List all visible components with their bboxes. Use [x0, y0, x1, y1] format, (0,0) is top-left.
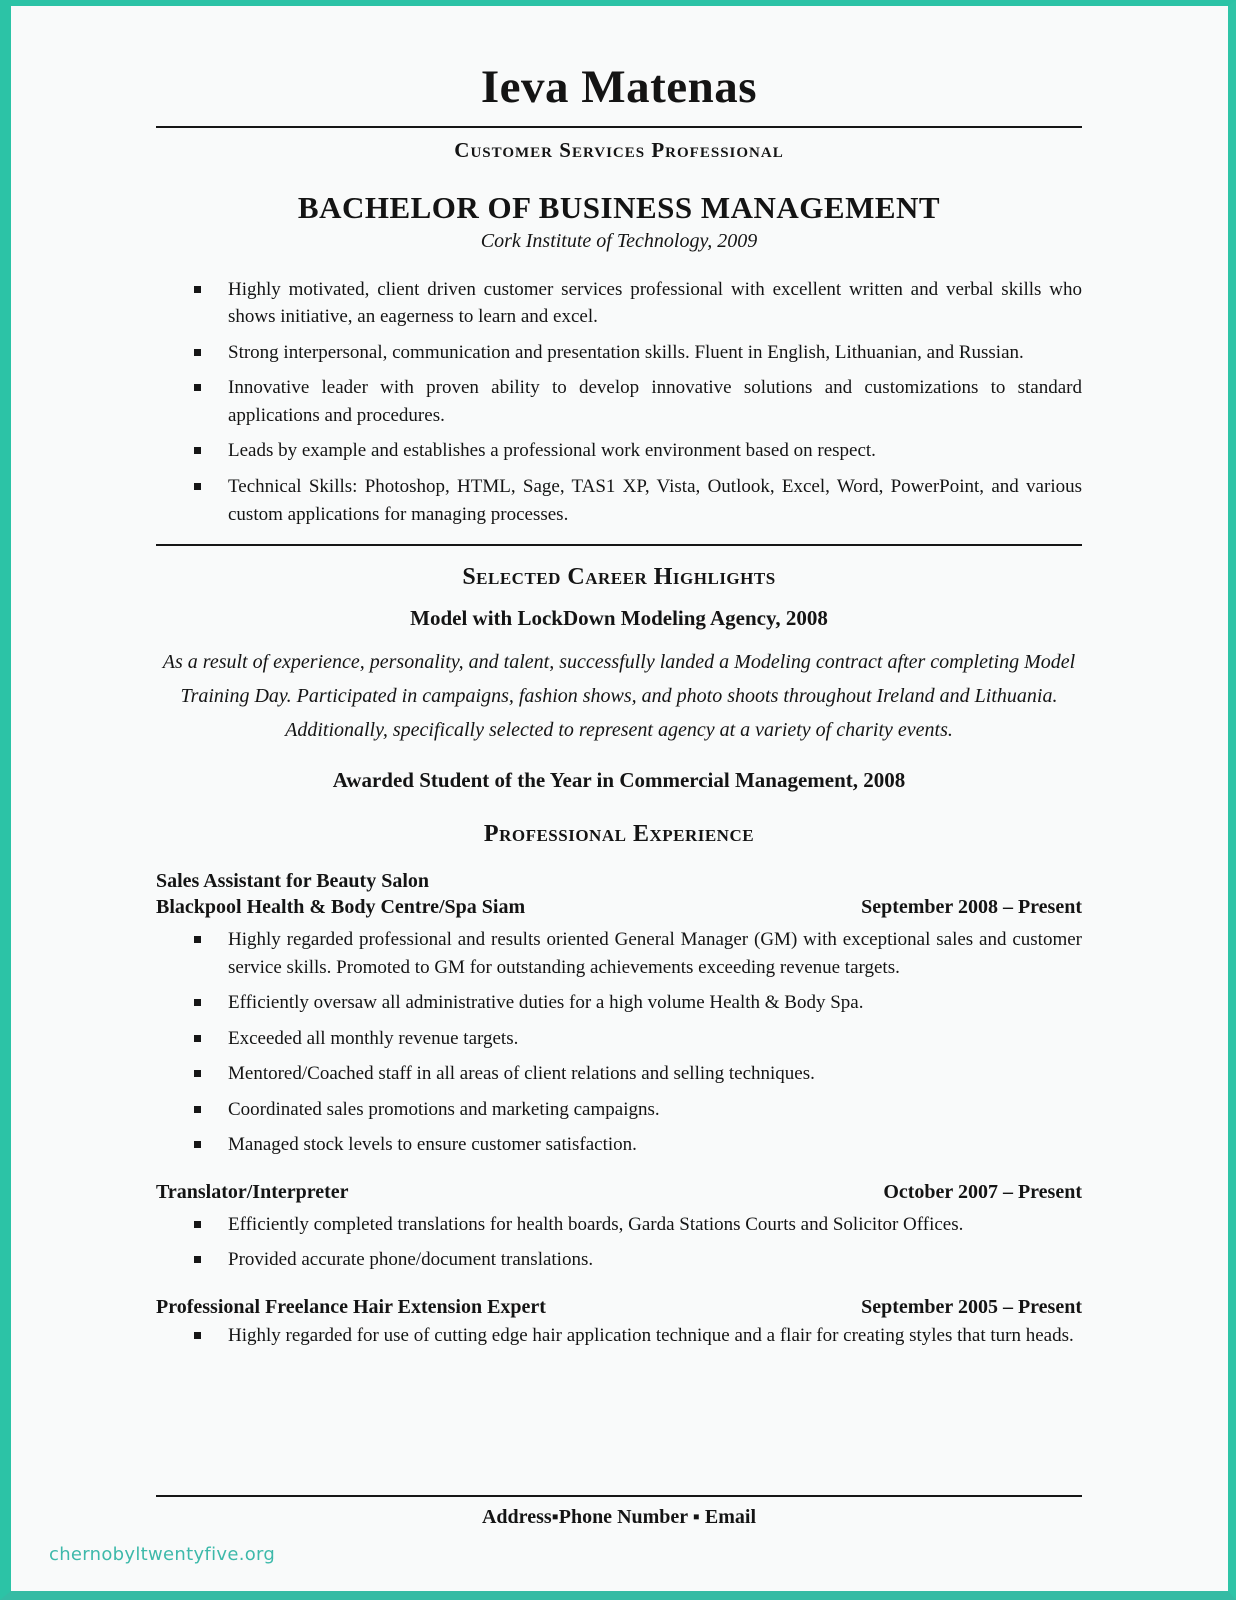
contact-placeholder-line: Address▪Phone Number ▪ Email — [481, 1506, 757, 1528]
summary-bullet-text: Innovative leader with proven ability to develop innovative solutions and customizations to standard applications and procedures. — [228, 377, 1082, 426]
job-bullet-text: Coordinated sales promotions and marketing campaigns. — [228, 1098, 660, 1120]
section-divider-rule — [156, 544, 1082, 546]
bullet-square-icon — [194, 447, 201, 454]
list-item — [156, 1060, 1082, 1088]
bullet-square-icon — [194, 483, 201, 490]
bullet-square-icon — [194, 936, 201, 943]
bullet-square-icon — [194, 1332, 201, 1339]
professional-experience-heading: Professional Experience — [483, 821, 755, 848]
summary-bullet-text: Strong interpersonal, communication and presentation skills. Fluent in English, Lithuanian, and Russian. — [228, 341, 1024, 363]
summary-bullet-text: Highly motivated, client driven customer services professional with excellent written and verbal skills who shows initiative, an eagerness to learn and excel. — [228, 278, 1082, 328]
job-dates: September 2005 – Present — [861, 1295, 1082, 1318]
job-bullet-list — [156, 1322, 1082, 1350]
job-bullet-list — [156, 1211, 1082, 1274]
job-bullet-list — [156, 926, 1082, 1159]
list-item — [156, 1025, 1082, 1053]
job-title: Professional Freelance Hair Extension Expert — [156, 1295, 546, 1318]
job-dates: September 2008 – Present — [861, 896, 1082, 919]
list-item — [156, 926, 1082, 981]
list-item — [156, 1322, 1082, 1350]
job-bullet-text: Provided accurate phone/document translations. — [228, 1249, 594, 1271]
job-entry — [156, 868, 1082, 1159]
job-employer: Blackpool Health & Body Centre/Spa Siam — [156, 896, 526, 919]
job-employer-line — [156, 894, 1082, 920]
header-rule — [156, 126, 1082, 128]
job-bullet-text: Efficiently oversaw all administrative duties for a high volume Health & Body Spa. — [228, 992, 864, 1014]
award-line: Awarded Student of the Year in Commercial Management, 2008 — [332, 768, 906, 793]
job-dates: October 2007 – Present — [883, 1180, 1082, 1203]
job-bullet-text: Managed stock levels to ensure customer satisfaction. — [228, 1134, 637, 1156]
candidate-name: Ieva Matenas — [480, 61, 758, 113]
bullet-square-icon — [194, 999, 201, 1006]
resume-content — [11, 6, 1228, 1350]
list-item — [156, 1246, 1082, 1274]
summary-bullet-text: Leads by example and establishes a professional work environment based on respect. — [228, 440, 876, 462]
job-bullet-text: Highly regarded for use of cutting edge hair application technique and a flair for creating styles that turn heads. — [228, 1324, 1074, 1346]
bullet-square-icon — [194, 1070, 201, 1077]
job-title-line — [156, 1294, 1082, 1320]
job-bullet-text: Mentored/Coached staff in all areas of client relations and selling techniques. — [228, 1063, 815, 1085]
list-item — [156, 1211, 1082, 1239]
list-item — [156, 276, 1082, 331]
career-highlight-description: As a result of experience, personality, and talent, successfully landed a Modeling contract after completing Model Training Day. Participated in campaigns, fashion shows, and photo shoots throughout Ireland and Lithuania. Additionally, specifically selected to represent agency at a variety of charity events. — [162, 651, 1076, 742]
job-entry — [156, 1179, 1082, 1274]
bullet-square-icon — [194, 1256, 201, 1263]
list-item — [156, 339, 1082, 367]
job-bullet-text: Efficiently completed translations for health boards, Garda Stations Courts and Solicitor Offices. — [228, 1213, 964, 1235]
list-item — [156, 473, 1082, 528]
bullet-square-icon — [194, 384, 201, 391]
bullet-square-icon — [194, 1106, 201, 1113]
summary-bullet-list — [156, 276, 1082, 528]
career-highlight-subheading: Model with LockDown Modeling Agency, 2008 — [410, 606, 828, 631]
list-item — [156, 437, 1082, 465]
list-item — [156, 1131, 1082, 1159]
job-title-line — [156, 868, 1082, 894]
summary-bullet-text: Technical Skills: Photoshop, HTML, Sage, TAS1 XP, Vista, Outlook, Excel, Word, PowerPoint, and various custom applications for managing processes. — [228, 475, 1082, 525]
bullet-square-icon — [194, 286, 201, 293]
job-entry — [156, 1294, 1082, 1350]
degree-institution: Cork Institute of Technology, 2009 — [480, 229, 758, 252]
job-bullet-text: Highly regarded professional and results oriented General Manager (GM) with exceptional sales and customer service skills. Promoted to GM for outstanding achievements exceeding revenue targets. — [228, 929, 1082, 978]
job-title: Translator/Interpreter — [156, 1180, 349, 1203]
list-item — [156, 374, 1082, 429]
candidate-tagline: Customer Services Professional — [454, 137, 784, 162]
job-bullet-text: Exceeded all monthly revenue targets. — [228, 1027, 519, 1049]
list-item — [156, 1096, 1082, 1124]
list-item — [156, 989, 1082, 1017]
footer-rule — [156, 1495, 1082, 1497]
footer — [156, 1495, 1082, 1529]
job-title: Sales Assistant for Beauty Salon — [156, 870, 430, 893]
bullet-square-icon — [194, 1141, 201, 1148]
bullet-square-icon — [194, 1035, 201, 1042]
job-title-line — [156, 1179, 1082, 1205]
career-highlights-heading: Selected Career Highlights — [462, 564, 776, 591]
degree-title: BACHELOR OF BUSINESS MANAGEMENT — [297, 189, 941, 225]
bullet-square-icon — [194, 349, 201, 356]
watermark-text: chernobyltwentyfive.org — [49, 1544, 276, 1565]
bullet-square-icon — [194, 1221, 201, 1228]
